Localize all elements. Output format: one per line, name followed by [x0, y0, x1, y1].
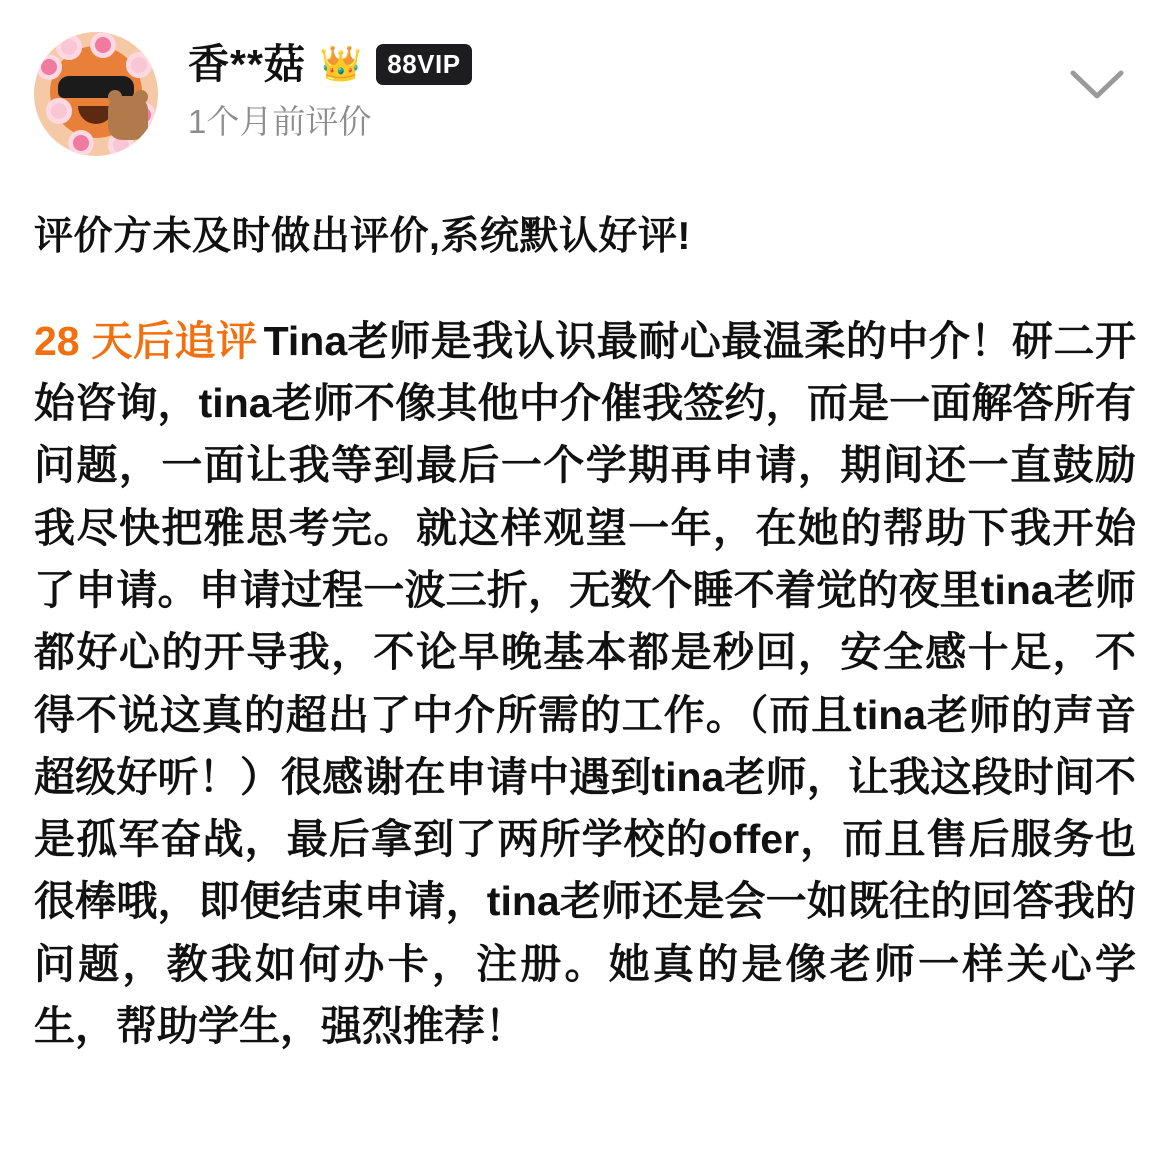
- flower-icon: [68, 130, 94, 156]
- flower-icon: [126, 52, 152, 78]
- review-timestamp: 1个月前评价: [188, 103, 372, 140]
- append-review-label: 28 天后追评: [34, 317, 258, 364]
- teddy-bear-icon: [108, 96, 148, 140]
- sunglasses-icon: [58, 76, 134, 98]
- review-header: [34, 26, 1136, 172]
- append-review-text: Tina老师是我认识最耐心最温柔的中介！研二开始咨询，tina老师不像其他中介催我签约，而是一面解答所有问题，一面让我等到最后一个学期再申请，期间还一直鼓励我尽快把雅思考完。就这样观望一年，在她的帮助下我开始了申请。申请过程一波三折，无数个睡不着觉的夜里tina老师都好心的开导我，不论早晚基本都是秒回，安全感十足，不得不说这真的超出了中介所需的工作。（而且tina老师的声音超级好听！）很感谢在申请中遇到tina老师，让我这段时间不是孤军奋战，最后拿到了两所学校的offer，而且售后服务也很棒哦，即便结束申请，tina老师还是会一如既往的回答我的问题，教我如何办卡，注册。她真的是像老师一样关心学生，帮助学生，强烈推荐！: [34, 317, 1136, 1050]
- append-review-paragraph: [34, 310, 1136, 1058]
- review-body: [34, 211, 1136, 1057]
- flower-icon: [36, 54, 62, 80]
- avatar[interactable]: [34, 32, 158, 156]
- reviewer-name-row: [188, 41, 1136, 87]
- crown-icon: 👑: [319, 44, 363, 83]
- flower-icon: [56, 34, 82, 60]
- flower-icon: [46, 98, 72, 124]
- reviewer-info: [188, 26, 1136, 138]
- first-review-text: 评价方未及时做出评价,系统默认好评!: [34, 215, 691, 258]
- reviewer-name: 香**菇: [188, 41, 306, 87]
- flower-icon: [90, 32, 116, 58]
- chevron-down-icon[interactable]: [1066, 54, 1128, 116]
- vip-badge: 88VIP: [376, 44, 471, 85]
